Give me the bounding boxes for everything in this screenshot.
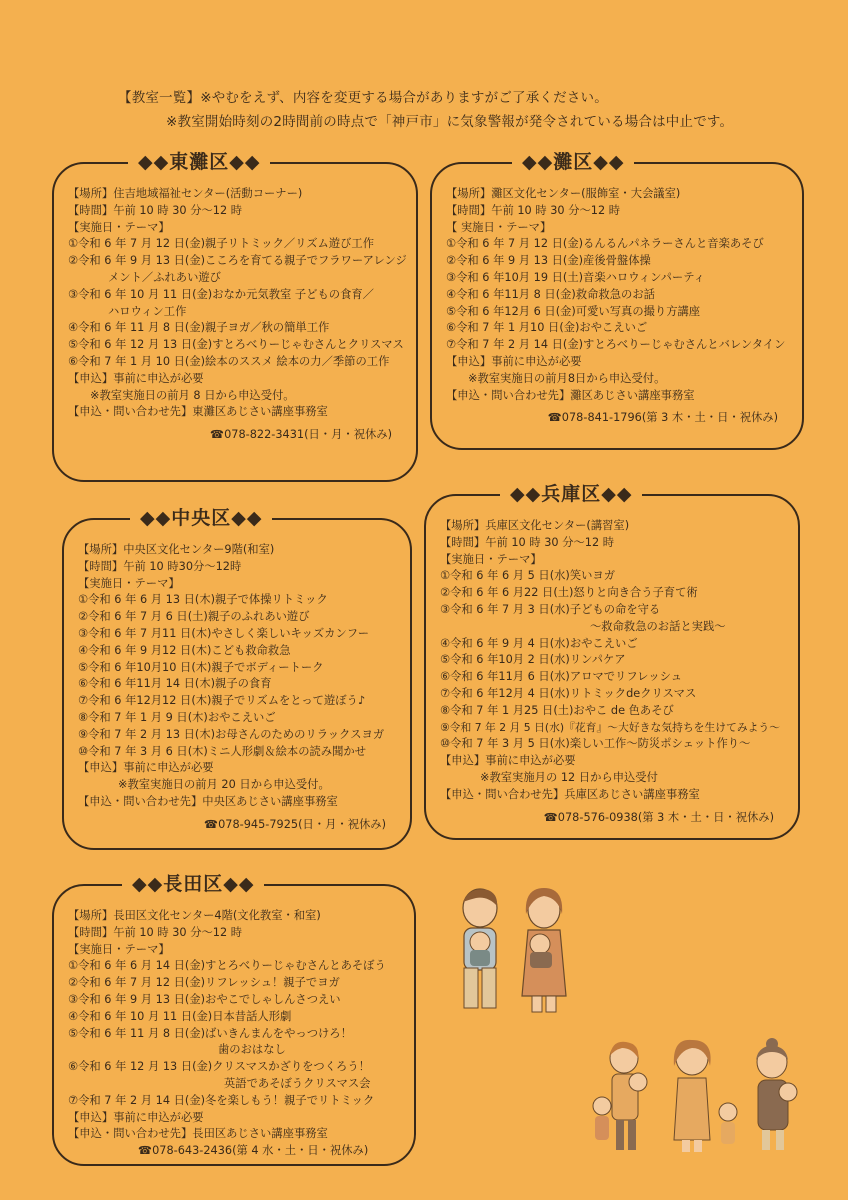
- notice-line-2: ※教室開始時刻の2時間前の時点で「神戸市」に気象警報が発令されている場合は中止です。: [166, 114, 734, 130]
- nada-theme-heading: 【 実施日・テーマ】: [446, 220, 552, 234]
- higashinada-phone: ☎078-822-3431(日・月・祝休み): [210, 428, 392, 442]
- nada-item: ②令和 6 年 9 月 13 日(金)産後骨盤体操: [446, 254, 651, 268]
- chuo-theme-heading: 【実施日・テーマ】: [78, 576, 180, 590]
- higashinada-item: ④令和 6 年 11 月 8 日(金)親子ヨガ／秋の簡単工作: [68, 321, 330, 335]
- nagata-item: ②令和 6 年 7 月 12 日(金)リフレッシュ！親子でヨガ: [68, 976, 340, 990]
- grandmother-figure: [756, 1038, 797, 1150]
- chuo-item: ②令和 6 年 7 月 6 日(土)親子のふれあい遊び: [78, 610, 310, 624]
- chuo-time: 【時間】午前 10 時30分～12時: [78, 559, 242, 573]
- nagata-item: ①令和 6 年 6 月 14 日(金)すとろべりーじゃむさんとあそぼう: [68, 959, 386, 973]
- nada-phone: ☎078-841-1796(第 3 木・土・日・祝休み): [547, 411, 778, 425]
- nada-apply-note: ※教室実施日の前月8日から申込受付。: [468, 371, 666, 385]
- higashinada-apply-note: ※教室実施日の前月 8 日から申込受付。: [90, 388, 295, 402]
- chuo-item: ⑧令和 7 年 1 月 9 日(木)おやこえいご: [78, 710, 276, 724]
- hyogo-section: [424, 483, 800, 840]
- nagata-section: [52, 873, 416, 1166]
- nagata-apply: 【申込】事前に申込が必要: [68, 1110, 204, 1124]
- nada-item: ⑦令和 7 年 2 月 14 日(金)すとろべりーじゃむさんとバレンタイン: [446, 338, 786, 352]
- higashinada-place: 【場所】住吉地域福祉センター(活動コーナー): [68, 187, 303, 200]
- chuo-phone: ☎078-945-7925(日・月・祝休み): [204, 817, 386, 831]
- higashinada-item: ③令和 6 年 10 月 11 日(金)おなか元気教室 子どもの食育／: [68, 287, 374, 301]
- nada-section: [430, 151, 804, 450]
- chuo-item: ⑤令和 6 年10月10 日(木)親子でボディートーク: [78, 660, 324, 674]
- chuo-item: ④令和 6 年 9 月12 日(木)こども救命救急: [78, 643, 291, 657]
- hyogo-apply: 【申込】事前に申込が必要: [440, 754, 576, 768]
- chuo-item: ③令和 6 年 7 月11 日(木)やさしく楽しいキッズカンフー: [78, 626, 370, 640]
- nada-apply: 【申込】事前に申込が必要: [446, 354, 582, 368]
- hyogo-phone: ☎078-576-0938(第 3 木・土・日・祝休み): [543, 810, 774, 824]
- chuo-title: ◆◆中央区◆◆: [130, 505, 272, 531]
- nagata-place: 【場所】長田区文化センター4階(文化教室・和室): [68, 909, 321, 922]
- hyogo-item: ①令和 6 年 6 月 5 日(水)笑いヨガ: [440, 569, 616, 583]
- hyogo-title: ◆◆兵庫区◆◆: [500, 481, 642, 507]
- chuo-section: [62, 507, 412, 850]
- chuo-contact: 【申込・問い合わせ先】中央区あじさい講座事務室: [78, 794, 338, 808]
- higashinada-title: ◆◆東灘区◆◆: [128, 149, 270, 175]
- notice-line-1: 【教室一覧】※やむをえず、内容を変更する場合がありますがご了承ください。: [118, 90, 608, 106]
- chuo-item: ⑦令和 6 年12月12 日(木)親子でリズムをとって遊ぼう♪: [78, 694, 366, 708]
- higashinada-item-cont: ハロウィン工作: [108, 304, 187, 318]
- mother-figure: [522, 888, 566, 1012]
- higashinada-item: ②令和 6 年 9 月 13 日(金)こころを育てる親子でフラワーアレンジ: [68, 254, 407, 268]
- hyogo-item: ⑩令和 7 年 3 月 5 日(水)楽しい工作～防災ポシェット作り～: [440, 737, 751, 751]
- hyogo-apply-note: ※教室実施月の 12 日から申込受付: [480, 770, 658, 784]
- nagata-item: ③令和 6 年 9 月 13 日(金)おやこでしゃしんさつえい: [68, 992, 341, 1006]
- nagata-title: ◆◆長田区◆◆: [122, 871, 264, 897]
- higashinada-contact: 【申込・問い合わせ先】東灘区あじさい講座事務室: [68, 405, 328, 419]
- chuo-apply-note: ※教室実施日の前月 20 日から申込受付。: [118, 778, 330, 792]
- nada-item: ⑤令和 6 年12月 6 日(金)可愛い写真の撮り方講座: [446, 304, 701, 318]
- hyogo-time: 【時間】午前 10 時 30 分～12 時: [440, 535, 615, 549]
- higashinada-item: ⑥令和 7 年 1 月 10 日(金)絵本のススメ 絵本の力／季節の工作: [68, 354, 390, 368]
- hyogo-item: ⑦令和 6 年12月 4 日(水)リトミックdeクリスマス: [440, 686, 697, 700]
- higashinada-time: 【時間】午前 10 時 30 分～12 時: [68, 203, 243, 217]
- hyogo-item: ⑨令和 7 年 2 月 5 日(水)『花育』～大好きな気持ちを生けてみよう～: [440, 720, 781, 734]
- hyogo-item: ⑥令和 6 年11月 6 日(水)アロマでリフレッシュ: [440, 670, 683, 684]
- higashinada-apply: 【申込】事前に申込が必要: [68, 371, 204, 385]
- parents-with-babies-illustration: [440, 880, 600, 1020]
- higashinada-item: ⑤令和 6 年 12 月 13 日(金)すとろべりーじゃむさんとクリスマス: [68, 338, 404, 352]
- chuo-item: ⑩令和 7 年 3 月 6 日(木)ミニ人形劇＆絵本の読み聞かせ: [78, 744, 366, 758]
- nagata-item-cont: 歯のおはなし: [218, 1043, 286, 1057]
- hyogo-item: ②令和 6 年 6 月22 日(土)怒りと向き合う子育て術: [440, 586, 698, 600]
- chuo-item: ⑨令和 7 年 2 月 13 日(木)お母さんのためのリラックスヨガ: [78, 727, 385, 741]
- family-group-illustration: [592, 1036, 812, 1156]
- nagata-item: ⑥令和 6 年 12 月 13 日(金)クリスマスかざりをつくろう！: [68, 1060, 370, 1074]
- nagata-contact: 【申込・問い合わせ先】長田区あじさい講座事務室: [68, 1127, 328, 1141]
- higashinada-theme-heading: 【実施日・テーマ】: [68, 220, 170, 234]
- nagata-item-cont: 英語であそぼうクリスマス会: [224, 1076, 371, 1090]
- nada-title: ◆◆灘区◆◆: [512, 149, 634, 175]
- father-figure: [463, 889, 497, 1008]
- chuo-item: ⑥令和 6 年11月 14 日(木)親子の食育: [78, 677, 272, 691]
- higashinada-item-cont: メント／ふれあい遊び: [108, 270, 221, 284]
- nada-place: 【場所】灘区文化センター(服飾室・大会議室): [446, 187, 681, 200]
- higashinada-section: [52, 151, 418, 482]
- nagata-phone: ☎078-643-2436(第 4 水・土・日・祝休み): [138, 1144, 369, 1158]
- higashinada-item: ①令和 6 年 7 月 12 日(金)親子リトミック／リズム遊び工作: [68, 237, 375, 251]
- hyogo-item-cont: ～救命救急のお話と実践～: [590, 619, 726, 633]
- nada-item: ④令和 6 年11月 8 日(金)救命救急のお話: [446, 287, 655, 301]
- nada-item: ⑥令和 7 年 1 月10 日(金)おやこえいご: [446, 321, 648, 335]
- hyogo-item: ⑧令和 7 年 1 月25 日(土)おやこ de 色あそび: [440, 703, 674, 717]
- nada-time: 【時間】午前 10 時 30 分～12 時: [446, 203, 621, 217]
- hyogo-item: ③令和 6 年 7 月 3 日(水)子どもの命を守る: [440, 602, 661, 616]
- hyogo-item: ④令和 6 年 9 月 4 日(水)おやこえいご: [440, 636, 638, 650]
- hyogo-place: 【場所】兵庫区文化センター(講習室): [440, 519, 630, 532]
- nagata-theme-heading: 【実施日・テーマ】: [68, 942, 170, 956]
- nada-item: ③令和 6 年10月 19 日(土)音楽ハロウィンパーティ: [446, 270, 705, 284]
- nada-contact: 【申込・問い合わせ先】灘区あじさい講座事務室: [446, 388, 695, 402]
- woman-figure: [674, 1040, 737, 1152]
- nagata-item: ⑤令和 6 年 11 月 8 日(金)ばいきんまんをやっつけろ！: [68, 1026, 352, 1040]
- hyogo-theme-heading: 【実施日・テーマ】: [440, 552, 542, 566]
- chuo-place: 【場所】中央区文化センター9階(和室): [78, 543, 275, 556]
- nagata-time: 【時間】午前 10 時 30 分～12 時: [68, 925, 243, 939]
- nada-item: ①令和 6 年 7 月 12 日(金)るんるんパネラーさんと音楽あそび: [446, 237, 764, 251]
- chuo-item: ①令和 6 年 6 月 13 日(木)親子で体操リトミック: [78, 593, 328, 607]
- nagata-item: ④令和 6 年 10 月 11 日(金)日本昔話人形劇: [68, 1009, 292, 1023]
- hyogo-contact: 【申込・問い合わせ先】兵庫区あじさい講座事務室: [440, 787, 700, 801]
- hyogo-item: ⑤令和 6 年10月 2 日(水)リンパケア: [440, 653, 626, 667]
- chuo-apply: 【申込】事前に申込が必要: [78, 761, 214, 775]
- mother-with-child-figure: [593, 1042, 647, 1150]
- nagata-item: ⑦令和 7 年 2 月 14 日(金)冬を楽しもう！親子でリトミック: [68, 1093, 375, 1107]
